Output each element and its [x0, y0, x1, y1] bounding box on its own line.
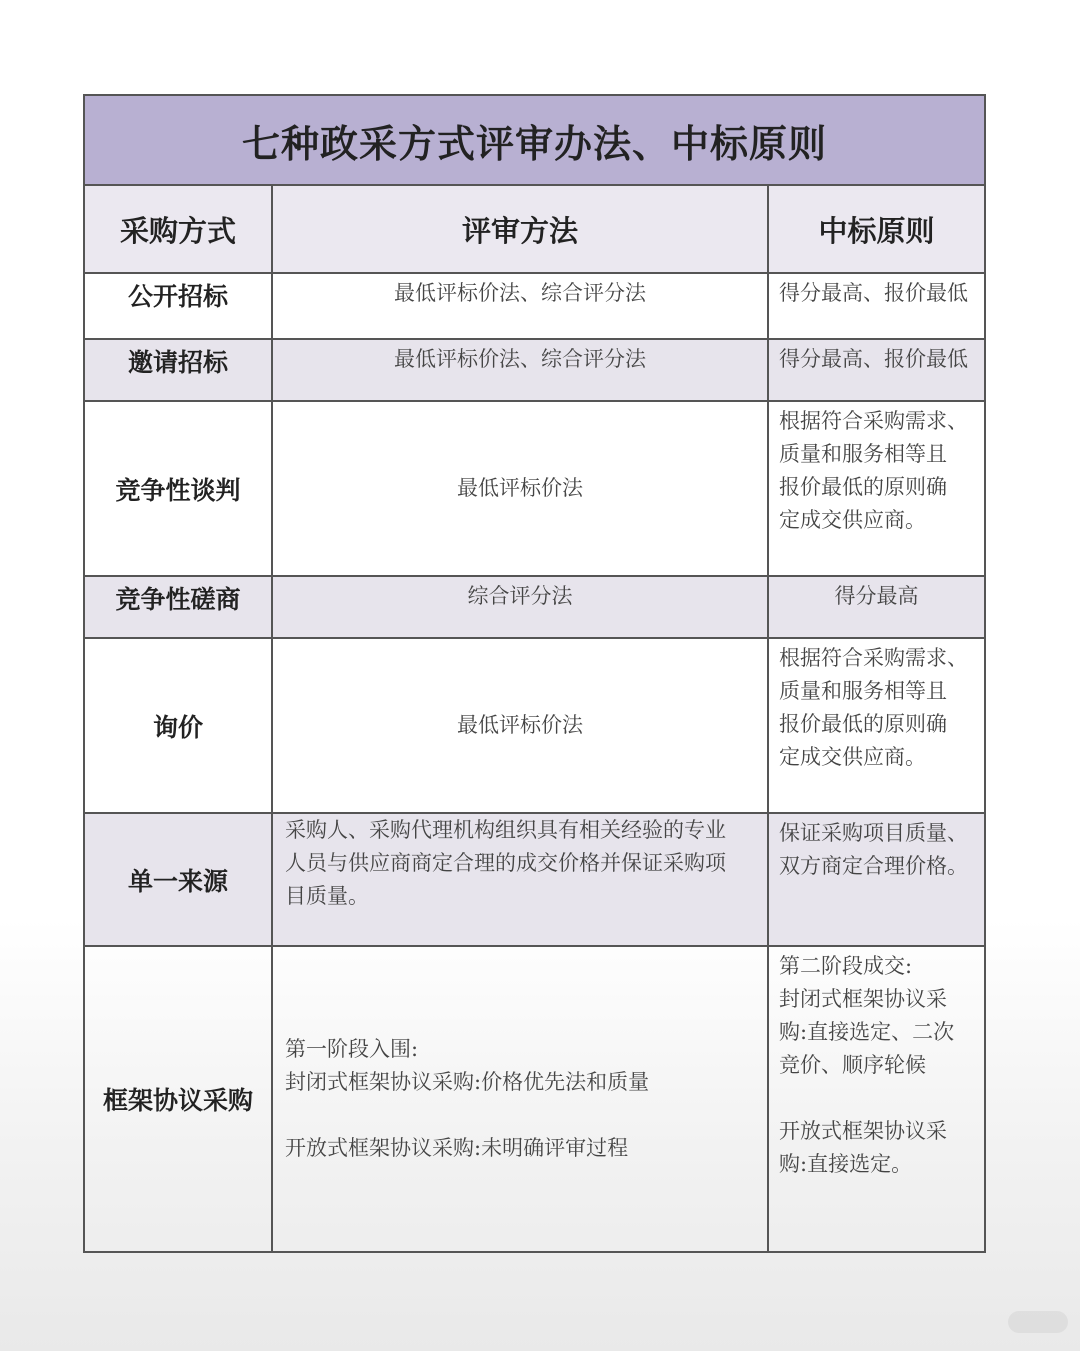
- row-method-cell: [84, 946, 272, 1252]
- evaluation-line: 第一阶段入围:: [285, 1037, 419, 1061]
- row-method-cell: [84, 273, 272, 339]
- row-principle-cell: [768, 401, 985, 576]
- column-header-evaluation: 评审方法: [272, 185, 768, 273]
- row-method-cell: [84, 813, 272, 946]
- principle-line: 保证采购项目质量、: [779, 821, 968, 845]
- row-evaluation-cell: [272, 638, 768, 813]
- evaluation-line: 最低评标价法、综合评分法: [394, 281, 646, 305]
- principle-line: 开放式框架协议采: [779, 1119, 947, 1143]
- evaluation-line: 最低评标价法: [457, 476, 583, 500]
- row-evaluation-cell: [272, 946, 768, 1252]
- row-evaluation-cell: [272, 813, 768, 946]
- principle-line: 购:直接选定、二次: [779, 1020, 955, 1044]
- table-title: 七种政采方式评审办法、中标原则: [84, 95, 985, 185]
- principle-line: 得分最高、报价最低: [779, 347, 968, 371]
- row-method-cell: [84, 638, 272, 813]
- row-method-cell: [84, 576, 272, 638]
- principle-line: 定成交供应商。: [779, 508, 926, 532]
- principle-line: 得分最高、报价最低: [779, 281, 968, 305]
- principle-line: 根据符合采购需求、: [779, 409, 968, 433]
- row-method-label: 邀请招标: [127, 348, 228, 377]
- column-header-principle: 中标原则: [768, 185, 985, 273]
- row-method-label: 竞争性磋商: [115, 585, 241, 614]
- line-spacer: [779, 1082, 974, 1115]
- row-method-label: 竞争性谈判: [115, 475, 241, 505]
- row-method-label: 框架协议采购: [102, 1086, 253, 1115]
- watermark-badge: [1008, 1311, 1068, 1333]
- table-header-row: [84, 185, 985, 273]
- evaluation-line: 综合评分法: [467, 584, 573, 608]
- principle-line: 质量和服务相等且: [779, 679, 947, 703]
- evaluation-line: 目质量。: [285, 884, 369, 908]
- evaluation-line: 最低评标价法: [457, 713, 583, 737]
- table-row: [84, 401, 985, 576]
- principle-line: 报价最低的原则确: [779, 475, 947, 499]
- row-principle-cell: [768, 813, 985, 946]
- procurement-methods-table: [83, 94, 986, 1253]
- row-method-cell: [84, 401, 272, 576]
- table-title-row: [84, 95, 985, 185]
- row-evaluation-cell: [272, 576, 768, 638]
- evaluation-line: 最低评标价法、综合评分法: [394, 347, 646, 371]
- table-row: [84, 638, 985, 813]
- table-row: [84, 813, 985, 946]
- row-principle-cell: [768, 576, 985, 638]
- principle-line: 购:直接选定。: [779, 1152, 913, 1176]
- evaluation-line: 开放式框架协议采购:未明确评审过程: [285, 1136, 629, 1160]
- row-method-label: 询价: [152, 712, 203, 742]
- line-spacer: [285, 1099, 755, 1132]
- principle-line: 质量和服务相等且: [779, 442, 947, 466]
- table-row: [84, 273, 985, 339]
- row-principle-cell: [768, 638, 985, 813]
- row-principle-cell: [768, 946, 985, 1252]
- row-evaluation-cell: [272, 401, 768, 576]
- principle-line: 第二阶段成交:: [779, 954, 913, 978]
- principle-line: 封闭式框架协议采: [779, 987, 947, 1011]
- column-header-method: 采购方式: [84, 185, 272, 273]
- table-row: [84, 946, 985, 1252]
- row-method-label: 单一来源: [127, 866, 228, 896]
- table-row: [84, 339, 985, 401]
- table-row: [84, 576, 985, 638]
- row-evaluation-cell: [272, 273, 768, 339]
- evaluation-line: 人员与供应商商定合理的成交价格并保证采购项: [285, 851, 726, 875]
- row-principle-cell: [768, 339, 985, 401]
- principle-line: 定成交供应商。: [779, 745, 926, 769]
- principle-line: 得分最高: [834, 584, 919, 608]
- row-method-cell: [84, 339, 272, 401]
- evaluation-line: 采购人、采购代理机构组织具有相关经验的专业: [285, 818, 726, 842]
- principle-line: 报价最低的原则确: [779, 712, 947, 736]
- evaluation-line: 封闭式框架协议采购:价格优先法和质量: [285, 1070, 650, 1094]
- row-principle-cell: [768, 273, 985, 339]
- row-method-label: 公开招标: [127, 282, 228, 311]
- principle-line: 根据符合采购需求、: [779, 646, 968, 670]
- principle-line: 双方商定合理价格。: [779, 854, 968, 878]
- principle-line: 竞价、顺序轮候: [779, 1053, 926, 1077]
- row-evaluation-cell: [272, 339, 768, 401]
